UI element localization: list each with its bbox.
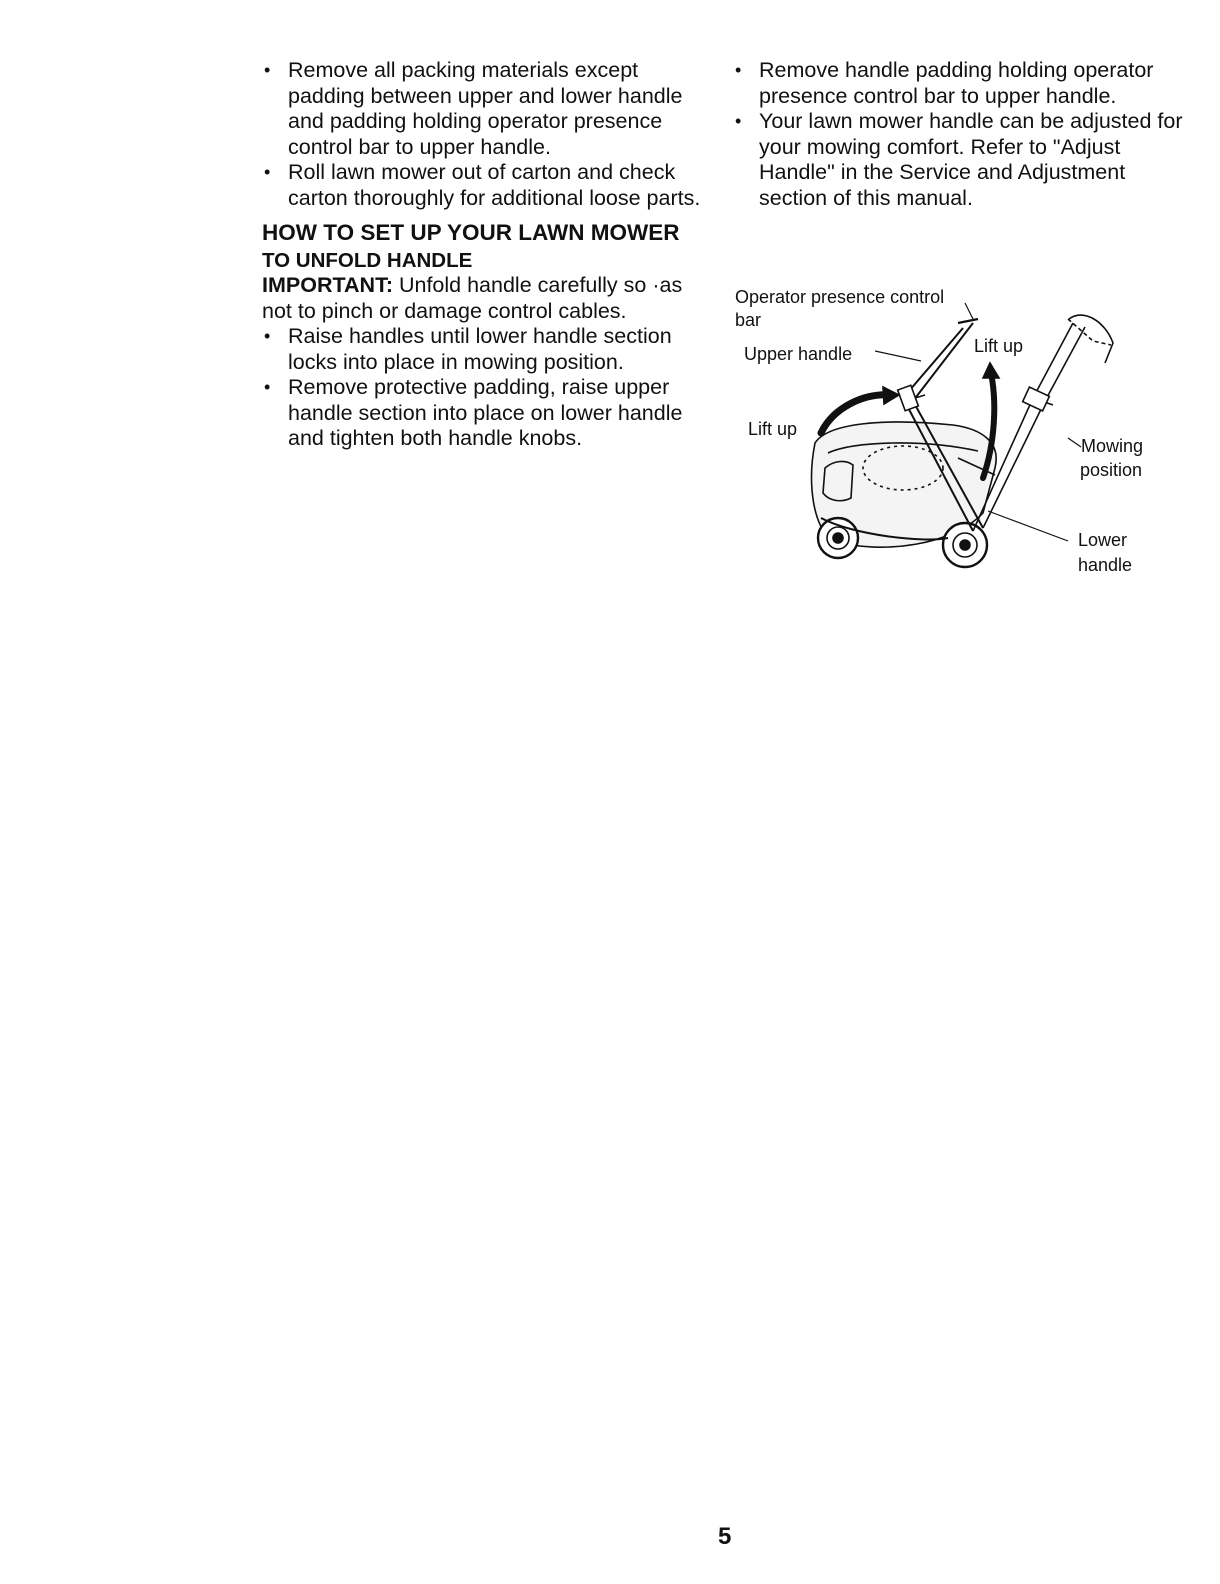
label-mowing-position-2: position	[1080, 460, 1143, 480]
important-note	[262, 273, 707, 324]
right-column	[733, 58, 1183, 211]
label-lift-up-top: Lift up	[974, 336, 1024, 356]
bullet-roll-out: • Roll lawn mower out of carton and check carton thoroughly for additional loose parts.	[262, 160, 707, 211]
bullet-remove-packing: • Remove all packing materials except padding between upper and lower handle and padding holding operator presence control bar to upper handle.	[262, 58, 707, 160]
left-column	[262, 58, 707, 452]
label-upper-handle: Upper handle	[744, 344, 853, 364]
label-mowing-position: Mowing	[1081, 436, 1144, 456]
important-text: Unfold handle carefully so ·as not to pinch or damage control cables.	[262, 273, 683, 323]
label-operator-bar: Operator presence control	[735, 287, 945, 307]
mower-handle-figure	[733, 283, 1173, 583]
section-heading: HOW TO SET UP YOUR LAWN MOWER	[262, 220, 680, 245]
label-lift-up-left: Lift up	[748, 419, 798, 439]
right-bullets	[733, 58, 1183, 211]
important-label: IMPORTANT:	[262, 273, 393, 297]
unfold-bullets	[262, 324, 707, 452]
subsection-heading: TO UNFOLD HANDLE	[262, 249, 473, 272]
bullet-adjust-handle: • Your lawn mower handle can be adjusted for your mowing comfort. Refer to "Adjust Handle" in the Service and Adjustment section of this manual.	[733, 109, 1183, 211]
label-lower-handle-2: handle	[1078, 555, 1133, 575]
bullet-remove-padding: • Remove protective padding, raise upper handle section into place on lower handle and tighten both handle knobs.	[262, 375, 707, 452]
page-number: 5	[718, 1523, 732, 1550]
label-operator-bar-2: bar	[735, 310, 762, 330]
label-lower-handle: Lower	[1078, 530, 1128, 550]
bullet-handle-padding: • Remove handle padding holding operator presence control bar to upper handle.	[733, 58, 1183, 109]
packing-bullets	[262, 58, 707, 211]
bullet-raise-handles: • Raise handles until lower handle section locks into place in mowing position.	[262, 324, 707, 375]
